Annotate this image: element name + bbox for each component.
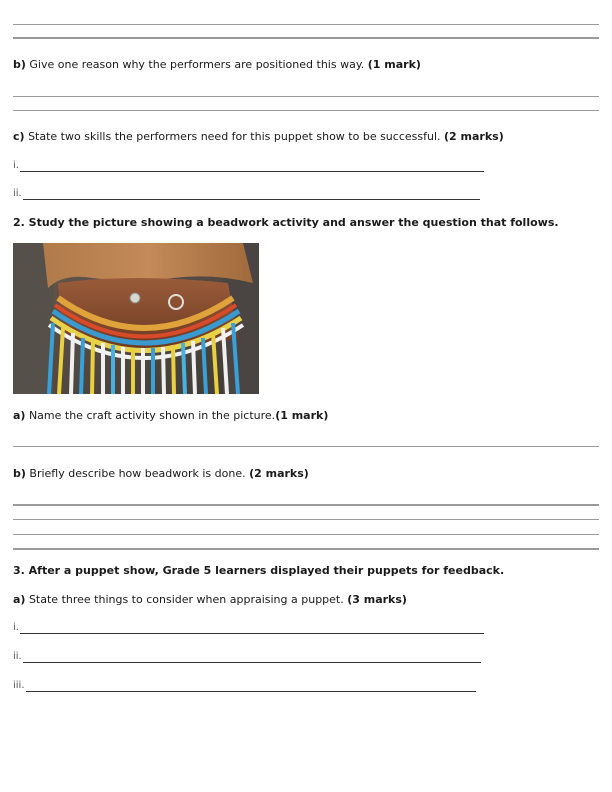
- question-label: b): [13, 58, 26, 71]
- question-marks: (2 marks): [249, 467, 309, 480]
- question-2-heading: 2. Study the picture showing a beadwork activity and answer the question that follows.: [13, 216, 559, 229]
- question-label: c): [13, 130, 25, 143]
- question-marks: (1 mark): [367, 58, 421, 71]
- question-label: b): [13, 467, 26, 480]
- answer-rule: [13, 534, 599, 535]
- answer-blank[interactable]: [23, 652, 481, 663]
- answer-line[interactable]: [13, 160, 484, 172]
- item-number: ii.: [13, 651, 22, 662]
- question-text: Give one reason why the performers are positioned this way.: [29, 58, 365, 71]
- question-marks: (1 mark): [275, 409, 329, 422]
- question-3a: [13, 593, 407, 607]
- question-1b: [13, 58, 421, 72]
- answer-blank[interactable]: [20, 623, 484, 634]
- answer-blank[interactable]: [20, 161, 484, 172]
- answer-blank[interactable]: [23, 189, 480, 200]
- question-text: Briefly describe how beadwork is done.: [29, 467, 246, 480]
- answer-line[interactable]: [13, 651, 481, 663]
- answer-line[interactable]: [13, 680, 476, 692]
- question-marks: (2 marks): [444, 130, 504, 143]
- answer-rule: [13, 446, 599, 447]
- item-number: iii.: [13, 680, 25, 691]
- answer-line[interactable]: [13, 188, 480, 200]
- item-number: ii.: [13, 188, 22, 199]
- answer-line[interactable]: [13, 622, 484, 634]
- question-text: State two skills the performers need for this puppet show to be successful.: [28, 130, 441, 143]
- answer-rule: [13, 37, 599, 39]
- item-number: i.: [13, 160, 19, 171]
- answer-rule: [13, 24, 599, 25]
- question-marks: (3 marks): [347, 593, 407, 606]
- beadwork-photo: [13, 243, 259, 394]
- answer-rule: [13, 504, 599, 506]
- question-3-heading: 3. After a puppet show, Grade 5 learners displayed their puppets for feedback.: [13, 564, 505, 577]
- question-text: Name the craft activity shown in the picture.: [28, 409, 276, 422]
- answer-rule: [13, 519, 599, 520]
- question-label: a): [13, 593, 26, 606]
- question-2b: [13, 467, 309, 481]
- question-text: State three things to consider when appraising a puppet.: [28, 593, 344, 606]
- answer-rule: [13, 96, 599, 97]
- item-number: i.: [13, 622, 19, 633]
- question-1c: [13, 130, 504, 144]
- answer-rule: [13, 548, 599, 550]
- question-2a: [13, 409, 328, 423]
- question-label: a): [13, 409, 26, 422]
- answer-rule: [13, 110, 599, 111]
- answer-blank[interactable]: [26, 681, 476, 692]
